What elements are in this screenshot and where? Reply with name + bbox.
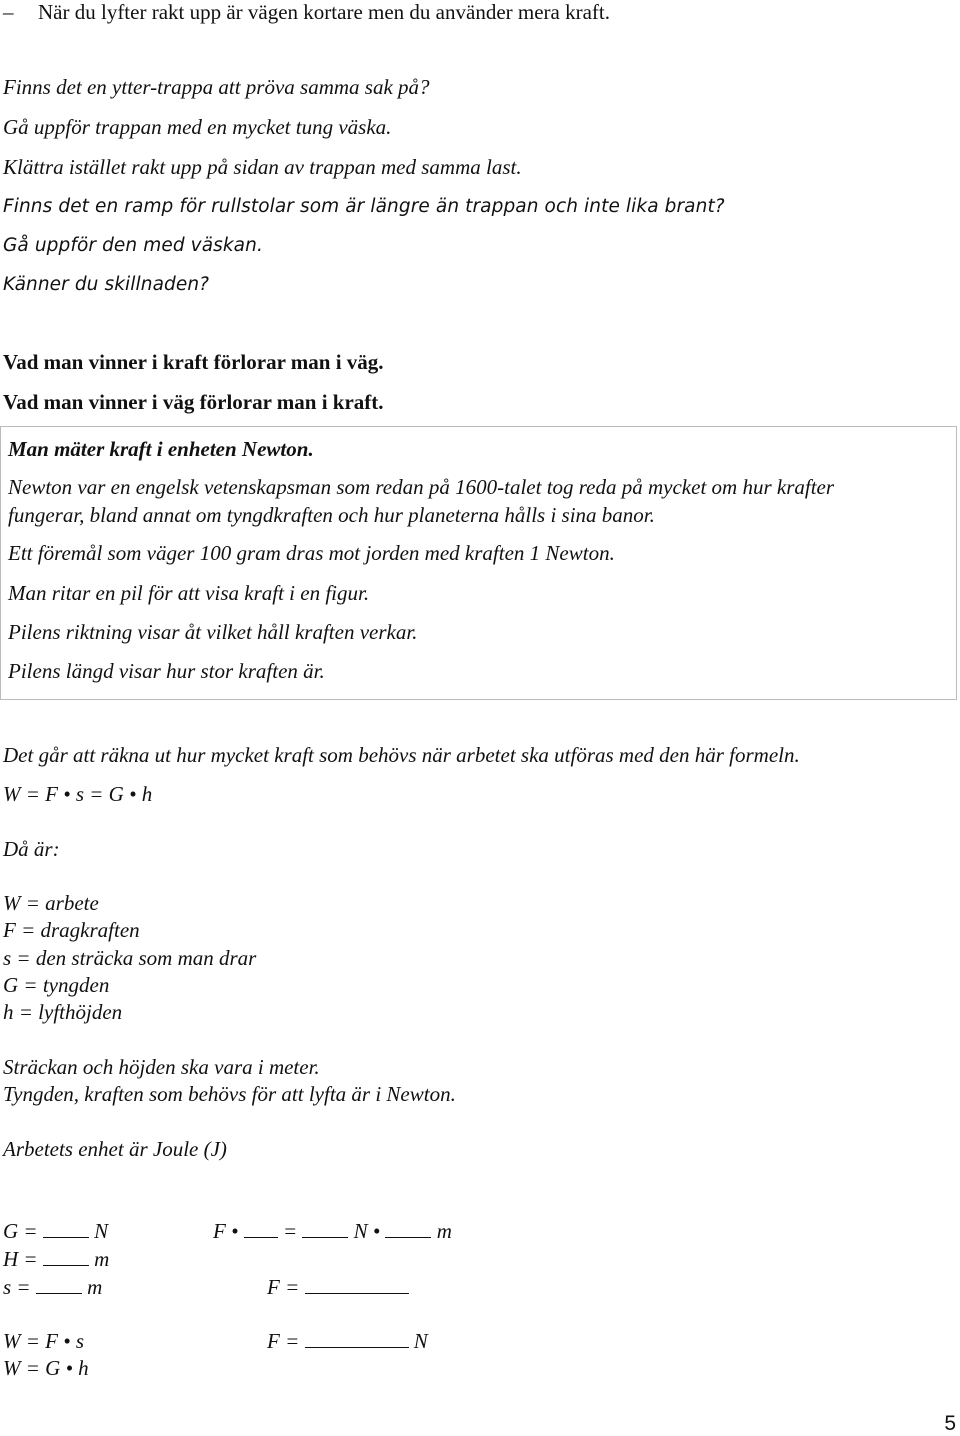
stairs-line-3: Klättra istället rakt upp på sidan av trappan med samma last.	[3, 155, 522, 179]
stairs-line-6: Känner du skillnaden?	[3, 274, 210, 295]
definition-h: h = lyfthöjden	[3, 1000, 123, 1024]
page-number: 5	[944, 1412, 956, 1435]
exercise-f-eq: =	[282, 1219, 298, 1243]
rule-kraft: Vad man vinner i kraft förlorar man i väg.	[3, 350, 384, 374]
newton-para-line-2: fungerar, bland annat om tyngdkraften och hur planeterna hålls i sina banor.	[8, 503, 655, 527]
exercise-f2-prefix: F =	[267, 1275, 300, 1299]
definition-w: W = arbete	[3, 891, 99, 915]
newton-line-4: Man ritar en pil för att visa kraft i en figur.	[8, 581, 370, 605]
exercise-f2-row	[267, 1275, 409, 1299]
exercise-s-unit: m	[87, 1275, 103, 1299]
exercise-f-blank-1[interactable]	[244, 1219, 278, 1238]
exercise-g-row	[3, 1219, 108, 1243]
newton-info-box	[0, 426, 957, 700]
exercise-f-blank-3[interactable]	[385, 1219, 431, 1238]
stairs-line-5: Gå uppför den med väskan.	[3, 235, 263, 256]
definition-f: F = dragkraften	[3, 918, 140, 942]
exercise-f-prefix: F •	[213, 1219, 239, 1243]
exercise-h-blank[interactable]	[43, 1247, 89, 1266]
definition-g: G = tyngden	[3, 973, 110, 997]
stairs-line-2: Gå uppför trappan med en mycket tung väska.	[3, 115, 392, 139]
newton-para-line-1: Newton var en engelsk vetenskapsman som redan på 1600-talet tog reda på mycket om hur krafter	[8, 475, 835, 499]
stairs-line-1: Finns det en ytter-trappa att pröva samma sak på?	[3, 75, 430, 99]
exercise-s-prefix: s =	[3, 1275, 31, 1299]
formula-intro: Det går att räkna ut hur mycket kraft som behövs när arbetet ska utföras med den här formeln.	[3, 743, 800, 767]
definition-s: s = den sträcka som man drar	[3, 946, 257, 970]
exercise-f-row	[213, 1219, 452, 1243]
exercise-f3-prefix: F =	[267, 1329, 300, 1353]
units-line-1: Sträckan och höjden ska vara i meter.	[3, 1055, 320, 1079]
exercise-g-unit: N	[94, 1219, 109, 1243]
exercise-s-row	[3, 1275, 102, 1299]
formula-then: Då är:	[3, 837, 60, 861]
exercise-h-row	[3, 1247, 109, 1271]
formula-equation: W = F • s = G • h	[3, 782, 153, 806]
exercise-g-prefix: G =	[3, 1219, 38, 1243]
stairs-line-4: Finns det en ramp för rullstolar som är längre än trappan och inte lika brant?	[3, 196, 725, 217]
newton-heading: Man mäter kraft i enheten Newton.	[8, 437, 314, 461]
exercise-h-unit: m	[94, 1247, 110, 1271]
exercise-g-blank[interactable]	[43, 1219, 89, 1238]
joule-unit: Arbetets enhet är Joule (J)	[3, 1137, 227, 1161]
exercise-f3-blank[interactable]	[305, 1329, 409, 1348]
exercise-h-prefix: H =	[3, 1247, 38, 1271]
bullet-text: När du lyfter rakt upp är vägen kortare men du använder mera kraft.	[38, 0, 610, 24]
exercise-f-n: N •	[353, 1219, 381, 1243]
newton-line-5: Pilens riktning visar åt vilket håll kraften verkar.	[8, 620, 418, 644]
newton-line-6: Pilens längd visar hur stor kraften är.	[8, 659, 325, 683]
newton-line-3: Ett föremål som väger 100 gram dras mot jorden med kraften 1 Newton.	[8, 541, 615, 565]
exercise-f3-row	[267, 1329, 428, 1353]
exercise-f-blank-2[interactable]	[302, 1219, 348, 1238]
exercise-s-blank[interactable]	[36, 1275, 82, 1294]
exercise-f3-unit: N	[413, 1329, 428, 1353]
rule-vag: Vad man vinner i väg förlorar man i kraft.	[3, 390, 384, 414]
exercise-w1: W = F • s	[3, 1329, 85, 1353]
units-line-2: Tyngden, kraften som behövs för att lyfta är i Newton.	[3, 1082, 456, 1106]
exercise-f2-blank[interactable]	[305, 1275, 409, 1294]
bullet-dash: –	[3, 0, 14, 24]
exercise-f-m: m	[436, 1219, 452, 1243]
exercise-w2: W = G • h	[3, 1356, 89, 1380]
